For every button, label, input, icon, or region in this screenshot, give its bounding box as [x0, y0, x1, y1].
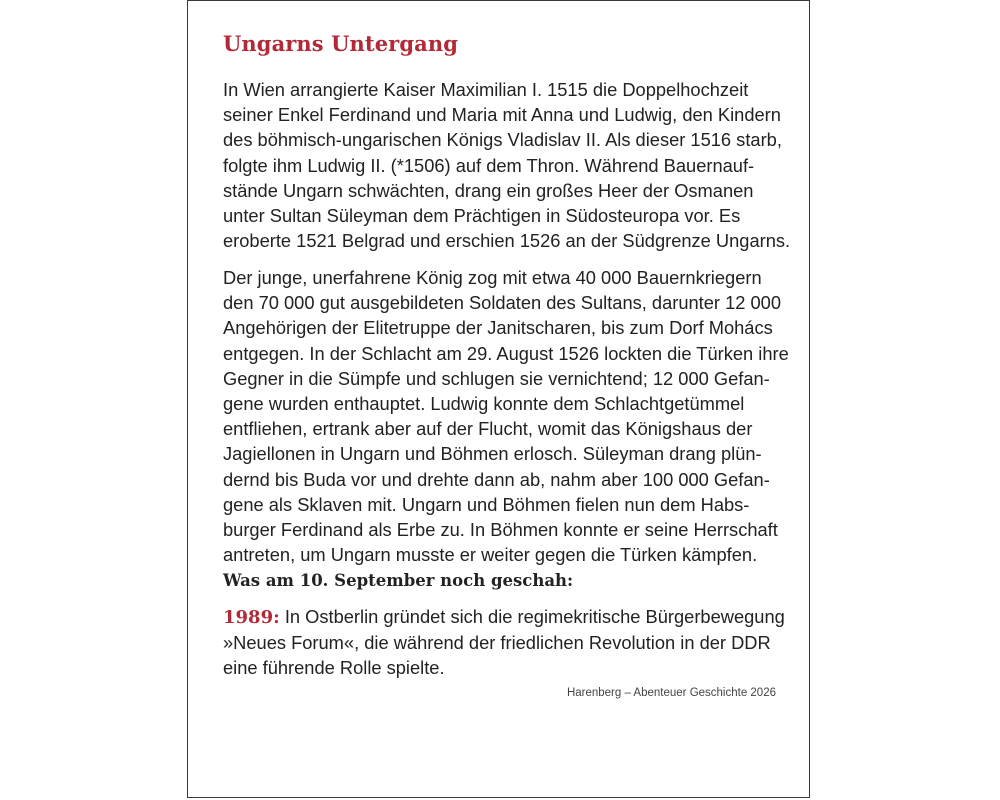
text-line: entfliehen, ertrank aber auf der Flucht, womit das Königshaus der [223, 418, 753, 440]
calendar-page [187, 0, 810, 798]
text-line: »Neues Forum«, die während der friedlichen Revolution in der DDR [223, 632, 771, 654]
text-line: eroberte 1521 Belgrad und erschien 1526 an der Südgrenze Ungarns. [223, 230, 791, 252]
text-line: seiner Enkel Ferdinand und Maria mit Anna und Ludwig, den Kindern [223, 104, 781, 126]
text-line: den 70 000 gut ausgebildeten Soldaten des Sultans, darunter 12 000 [223, 292, 782, 314]
text-line: Gegner in die Sümpfe und schlugen sie vernichtend; 12 000 Gefan- [223, 367, 770, 389]
text-line: folgte ihm Ludwig II. (*1506) auf dem Thron. Während Bauernauf- [223, 154, 755, 176]
text-line: entgegen. In der Schlacht am 29. August 1526 lockten die Türken ihre [223, 342, 789, 364]
text-line: Jagiellonen in Ungarn und Böhmen erlosch. Süleyman drang plün- [223, 443, 762, 465]
paragraph-1 [223, 77, 791, 253]
text-line: Der junge, unerfahrene König zog mit etwa 40 000 Bauernkriegern [223, 267, 762, 288]
text-line: eine führende Rolle spielte. [223, 657, 445, 679]
text-line: stände Ungarn schwächten, drang ein großes Heer der Osmanen [223, 179, 754, 201]
section-heading: Was am 10. September noch geschah: [223, 571, 574, 590]
event-year: 1989: [223, 607, 280, 628]
text-line: gene als Sklaven mit. Ungarn und Böhmen fielen nun dem Habs- [223, 493, 750, 515]
text-line: gene wurden enthauptet. Ludwig konnte dem Schlachtgetümmel [223, 393, 745, 415]
text-line: burger Ferdinand als Erbe zu. In Böhmen konnte er seine Herrschaft [223, 519, 778, 541]
text-line: unter Sultan Süleyman dem Prächtigen in Südosteuropa vor. Es [223, 205, 741, 227]
event-paragraph [223, 604, 783, 681]
text-line: Angehörigen der Elitetruppe der Janitscharen, bis zum Dorf Mohács [223, 317, 773, 339]
text-line: dernd bis Buda vor und drehte dann ab, nahm aber 100 000 Gefan- [223, 468, 770, 490]
text-line: In Wien arrangierte Kaiser Maximilian I. 1515 die Doppelhochzeit [223, 79, 749, 100]
event-text: In Ostberlin gründet sich die regimekritische Bürgerbewegung [279, 606, 785, 627]
paragraph-2 [223, 265, 789, 567]
text-line: des böhmisch-ungarischen Königs Vladislav II. Als dieser 1516 starb, [223, 129, 782, 151]
text-line: antreten, um Ungarn musste er weiter gegen die Türken kämpfen. [223, 544, 758, 566]
page-title: Ungarns Untergang [223, 31, 458, 56]
credit-line: Harenberg – Abenteuer Geschichte 2026 [566, 687, 776, 699]
text-line [223, 604, 783, 630]
